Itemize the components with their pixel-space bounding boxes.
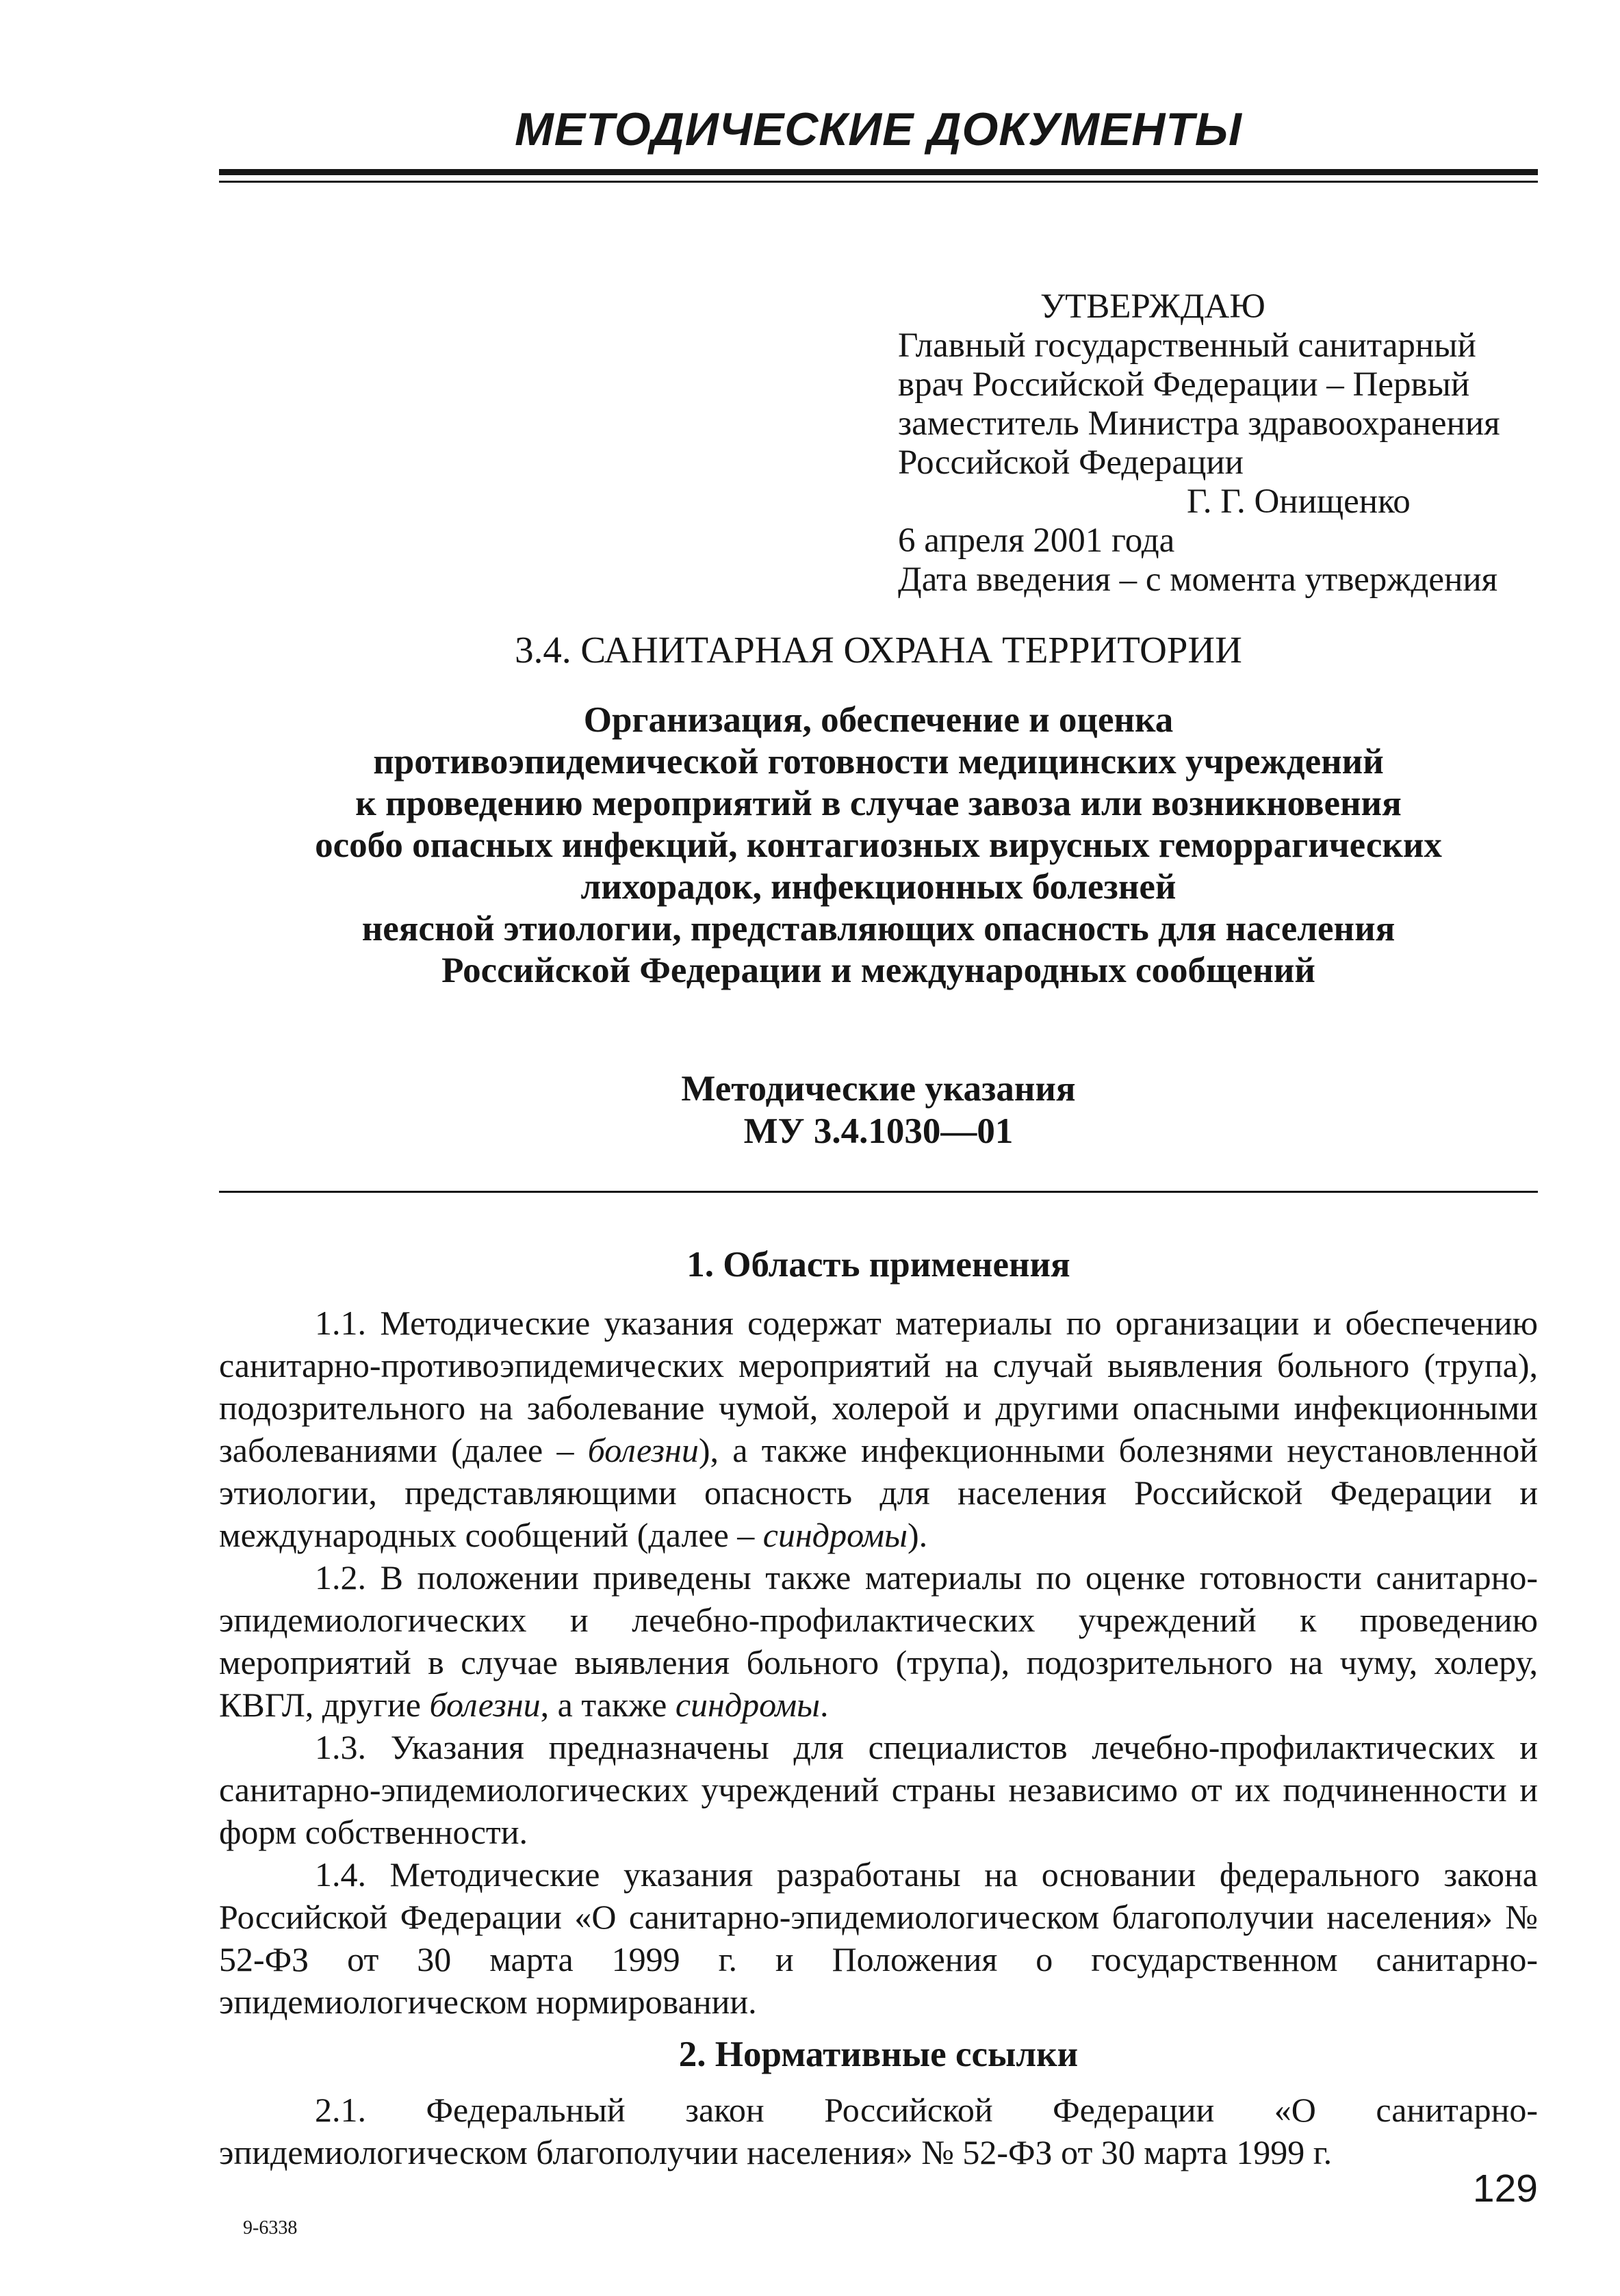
page-number: 129 [1472,2167,1538,2210]
italic-term: синдромы [675,1686,821,1724]
text-run: . [820,1686,829,1724]
text-run: , а также [540,1686,676,1724]
text-run: ). [907,1516,928,1554]
title-line: к проведению мероприятий в случае завоза или возникновения [355,784,1402,823]
title-line: особо опасных инфекций, контагиозных вирусных геморрагических [315,825,1442,865]
doc-type: Методические указания [681,1069,1076,1109]
text-run: ), а также инфекционными болезнями неустановленной этиологии, представляющими опасность для населения Российской Федерации и международных сообщений (далее – [219,1431,1538,1554]
doc-designation [219,1068,1538,1152]
approval-line: Российской Федерации [898,443,1244,482]
print-code: 9-6338 [243,2217,298,2239]
running-header-title: МЕТОДИЧЕСКИЕ ДОКУМЕНТЫ [515,103,1242,155]
approval-line: врач Российской Федерации – Первый [898,365,1470,404]
document-title [219,699,1538,992]
section-divider [219,1191,1538,1193]
title-line: Российской Федерации и международных сообщений [441,951,1315,990]
title-line: противоэпидемической готовности медицинских учреждений [373,742,1384,782]
approval-title: УТВЕРЖДАЮ [1040,287,1265,326]
approval-signature: Г. Г. Онищенко [1187,482,1411,521]
approval-line: Главный государственный санитарный [898,326,1476,365]
italic-term: синдромы [762,1516,908,1554]
title-line: Организация, обеспечение и оценка [583,700,1174,740]
approval-block [898,287,1538,599]
text-run: 1.1. Методические указания содержат материалы по организации и обеспечению санитарно-противоэпидемических мероприятий на случай выявления больного (трупа), подозрительного на заболевание чумой, холерой и другими опасными инфекционными заболеваниями (далее – [219,1304,1538,1469]
header-rule-thin [219,181,1538,183]
paragraph-1-1 [219,1302,1538,1556]
approval-line: заместитель Министра здравоохранения [898,404,1500,443]
header-rule-thick [219,169,1538,175]
paragraph-1-2 [219,1556,1538,1726]
paragraph-1-4: 1.4. Методические указания разработаны на основании федерального закона Российской Федерации «О санитарно-эпидемиологическом благополучии населения» № 52-ФЗ от 30 марта 1999 г. и Положения о государственном санитарно-эпидемиологическом нормировании. [219,1855,1538,2021]
section-2-heading: 2. Нормативные ссылки [678,2035,1079,2074]
paragraph-1-3: 1.3. Указания предназначены для специалистов лечебно-профилактических и санитарно-эпидемиологических учреждений страны независимо от их подчиненности и форм собственности. [219,1728,1538,1851]
title-line: лихорадок, инфекционных болезней [580,867,1177,907]
text-run: 1.2. В положении приведены также материалы по оценке готовности санитарно-эпидемиологических и лечебно-профилактических учреждений к проведению мероприятий в случае выявления больного (трупа), подозрительного на чуму, холеру, КВГЛ, другие [219,1558,1538,1724]
approval-date: 6 апреля 2001 года [898,521,1175,560]
title-line: неясной этиологии, представляющих опасность для населения [361,909,1396,949]
italic-term: болезни [587,1431,699,1469]
approval-intro-date: Дата введения – с момента утверждения [898,560,1498,599]
italic-term: болезни [429,1686,541,1724]
section-heading: 3.4. САНИТАРНАЯ ОХРАНА ТЕРРИТОРИИ [515,629,1242,671]
section-1-heading: 1. Область применения [686,1245,1070,1285]
paragraph-2-1: 2.1. Федеральный закон Российской Федерации «О санитарно-эпидемиологическом благополучии населения» № 52-ФЗ от 30 марта 1999 г. [219,2091,1538,2171]
doc-number: МУ 3.4.1030—01 [743,1111,1014,1151]
